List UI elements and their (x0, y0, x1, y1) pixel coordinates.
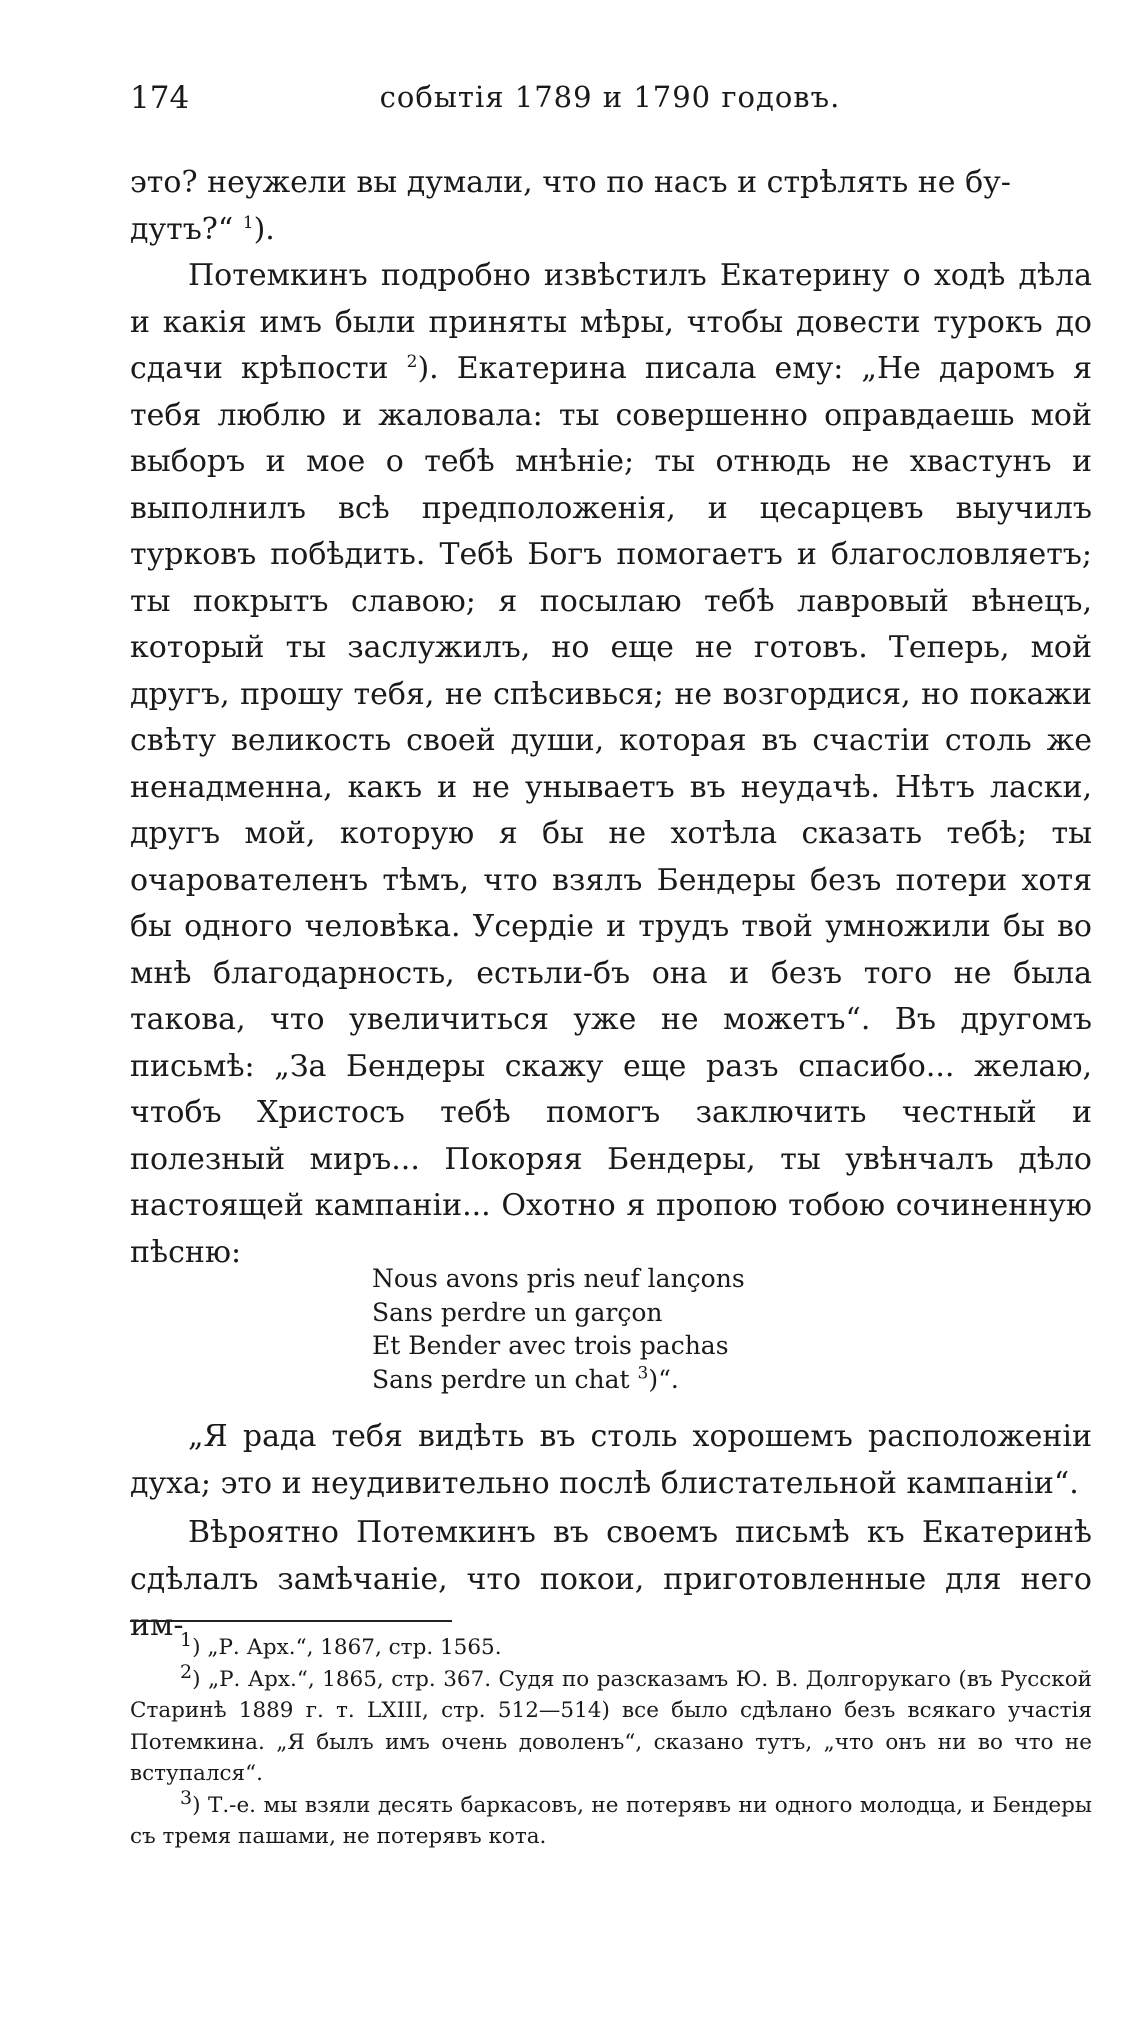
footnote-mark: 1 (180, 1628, 193, 1651)
paragraph: „Я рада тебя видѣть въ столь хорошемъ расположеніи духа; это и неудивительно послѣ блистательной кампаніи“. (130, 1419, 1092, 1501)
paragraph-text: Потемкинъ подробно извѣстилъ Екатерину о ходѣ дѣла и какія имъ были приняты мѣры, чтобы довести турокъ до сдачи крѣпости (130, 258, 1092, 386)
running-title: событія 1789 и 1790 годовъ. (379, 80, 841, 114)
verse-line (372, 1363, 745, 1397)
footnote-ref: 2 (406, 352, 418, 372)
text-after-verse (130, 1414, 1092, 1653)
footnote-text: ) „Р. Арх.“, 1867, стр. 1565. (192, 1635, 502, 1660)
verse-line-end: )“. (648, 1364, 679, 1394)
paragraph-text: ). Екатерина писала ему: „Не даромъ я тебя люблю и жаловала: ты совершенно оправдаешь мой выборъ и мое о тебѣ мнѣніе; ты отнюдь не хвастунъ и выполнилъ всѣ предположенія, и цесарцевъ выучилъ турковъ побѣдить. Тебѣ Богъ помогаетъ и благословляетъ; ты покрытъ славою; я посылаю тебѣ лавровый вѣнецъ, который ты заслужилъ, но еще не готовъ. Теперь, мой другъ, прошу тебя, не спѣсивься; не возгордися, но покажи свѣту великость своей души, которая въ счастіи столь же ненадменна, какъ и не унываетъ въ неудачѣ. Нѣтъ ласки, другъ мой, которую я бы не хотѣла сказать тебѣ; ты очарователенъ тѣмъ, что взялъ Бендеры безъ потери хотя бы одного человѣка. Усердіе и трудъ твой умножили бы во мнѣ благодарность, естьли-бъ она и безъ того не была такова, что увеличиться уже не можетъ“. Въ другомъ письмѣ: „За Бендеры скажу еще разъ спасибо... желаю, чтобъ Христосъ тебѣ помогъ заключить честный и полезный миръ... Покоряя Бендеры, ты увѣнчалъ дѣло настоящей кампаніи... Охотно я пропою тобою сочиненную пѣсню: (130, 351, 1092, 1270)
footnotes (130, 1628, 1092, 1853)
footnote-mark: 3 (180, 1786, 193, 1809)
footnote-text: ) Т.-е. мы взяли десять баркасовъ, не потерявъ ни одного молодца, и Бендеры съ тремя пашами, не потерявъ кота. (130, 1792, 1092, 1849)
paragraph: Вѣроятно Потемкинъ въ своемъ письмѣ къ Екатеринѣ сдѣлалъ замѣчаніе, что покои, приготовленные для него им- (130, 1515, 1092, 1643)
paragraph-letter (130, 253, 1092, 1276)
verse-line: Sans perdre un garçon (372, 1297, 663, 1327)
french-verse (372, 1262, 745, 1396)
verse-line: Nous avons pris neuf lançons (372, 1264, 745, 1293)
paragraph-continuation (130, 160, 1092, 253)
footnote-ref: 1 (242, 212, 254, 233)
footnote-ref: 3 (637, 1363, 649, 1384)
page-number: 174 (130, 80, 190, 116)
footnote-1 (130, 1628, 1092, 1664)
footnote-2 (130, 1660, 1092, 1790)
running-head (130, 80, 1090, 120)
verse-line: Et Bender avec trois pachas (372, 1331, 729, 1360)
text-line-end: ). (253, 211, 275, 247)
verse-line-text: Sans perdre un chat (372, 1364, 638, 1394)
text-line: это? неужели вы думали, что по насъ и стрѣлять не бу- (130, 165, 1011, 200)
footnote-text: ) „Р. Арх.“, 1865, стр. 367. Судя по разсказамъ Ю. В. Долгорукаго (въ Русской Старинѣ 1889 г. т. LXIII, стр. 512—514) все было сдѣлано безъ всякаго участія Потемкина. „Я былъ имъ очень доволенъ“, сказано тутъ, „что онъ ни во что не вступался“. (130, 1666, 1092, 1786)
footnote-divider (130, 1620, 452, 1622)
footnote-mark: 2 (180, 1660, 193, 1683)
text-line: дутъ?“ (130, 211, 243, 247)
main-text (130, 160, 1092, 1276)
footnote-3 (130, 1786, 1092, 1853)
